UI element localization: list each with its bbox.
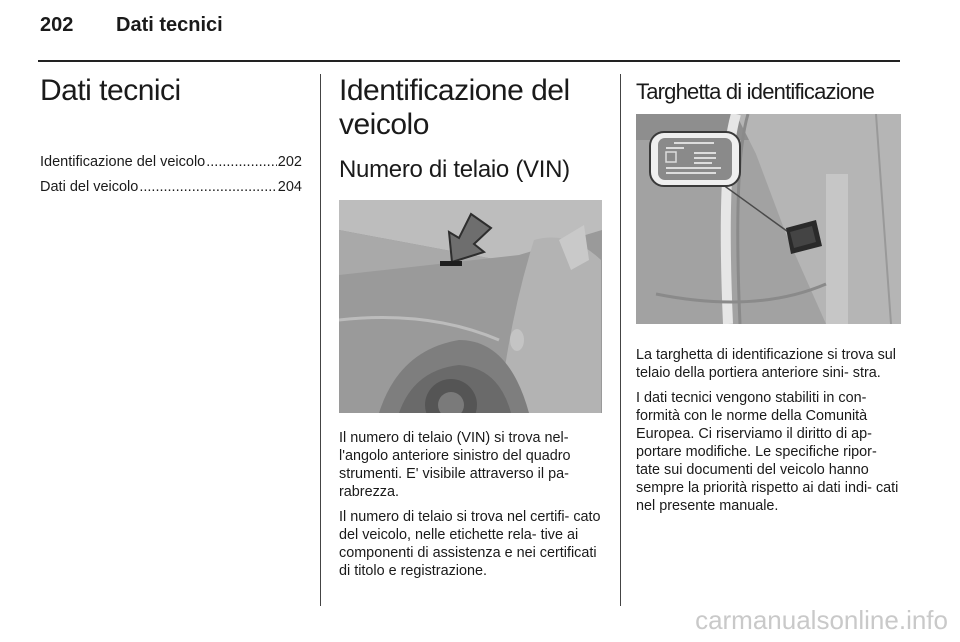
vin-location-illustration	[339, 200, 602, 413]
toc-list	[40, 150, 302, 200]
id-plate-title: Targhetta di identificazione	[636, 79, 875, 104]
id-plate-column	[636, 74, 901, 522]
toc-item-page: 204	[277, 179, 302, 195]
watermark: carmanualsonline.info	[695, 605, 948, 635]
column-divider-1	[320, 74, 321, 606]
magnified-id-plate	[650, 132, 740, 186]
header-rule	[38, 60, 900, 62]
toc-title: Dati tecnici	[40, 74, 181, 107]
toc-item-page: 202	[277, 154, 302, 170]
toc-item[interactable]	[40, 175, 302, 200]
toc-leader-dots	[206, 150, 277, 175]
vin-paragraph: Il numero di telaio si trova nel certifi- cato del veicolo, nelle etichette rela- tive ai componenti di assistenza e nei certificati di titolo e registrazione.	[339, 509, 601, 579]
column-divider-2	[620, 74, 621, 606]
id-plate-body	[636, 346, 901, 515]
vehicle-id-body	[339, 429, 602, 580]
toc-column	[40, 74, 302, 200]
vehicle-id-column	[339, 74, 602, 587]
toc-item-label: Identificazione del veicolo	[40, 154, 206, 170]
toc-leader-dots	[139, 175, 276, 200]
id-plate-paragraph: La targhetta di identificazione si trova sul telaio della portiera anteriore sini- stra.	[636, 347, 896, 381]
vin-subtitle: Numero di telaio (VIN)	[339, 156, 570, 183]
toc-item-label: Dati del veicolo	[40, 179, 139, 195]
vehicle-id-title: Identificazione del veicolo	[339, 74, 570, 141]
page-number: 202	[40, 14, 74, 36]
vin-paragraph: Il numero di telaio (VIN) si trova nel- l'angolo anteriore sinistro del quadro strumenti. E' visibile attraverso il pa- rabrezza.	[339, 430, 571, 500]
toc-item[interactable]	[40, 150, 302, 175]
header-title: Dati tecnici	[116, 14, 223, 36]
id-plate-illustration	[636, 114, 901, 324]
id-plate-paragraph: I dati tecnici vengono stabiliti in con- formità con le norme della Comunità Europea. Ci riserviamo il diritto di ap- portare modifiche. Le specifiche ripor- tate sui documenti del veicolo hanno sempre la priorità rispetto ai dati indi- cati nel presente manuale.	[636, 390, 899, 514]
